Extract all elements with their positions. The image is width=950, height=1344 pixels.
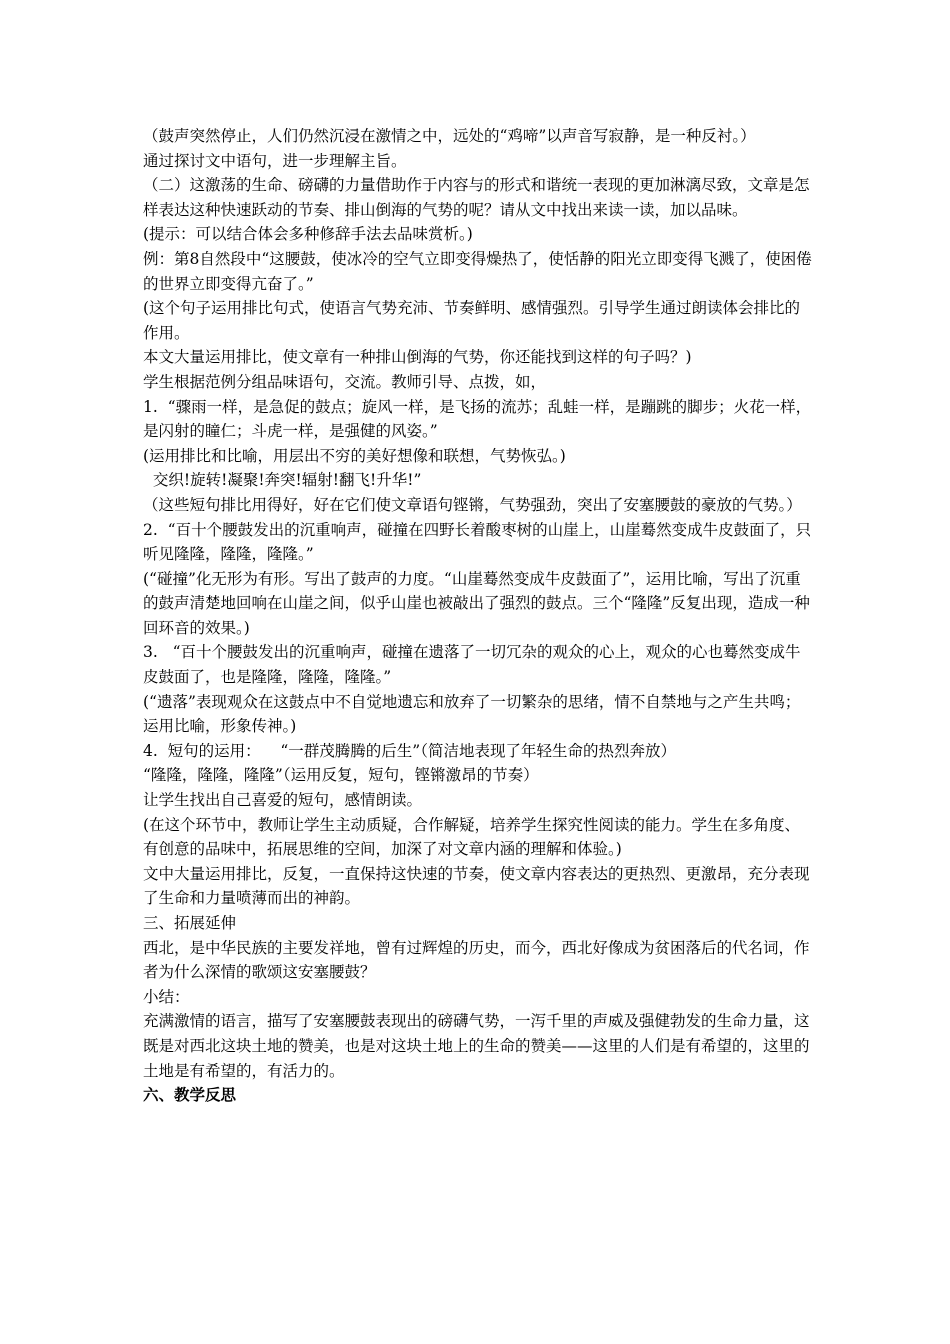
paragraph-14: (“碰撞”化无形为有形。写出了鼓声的力度。“山崖蓦然变成牛皮鼓面了”，运用比喻，写出了沉重的鼓声清楚地回响在山崖之间，似乎山崖也被敲出了强烈的鼓点。三个“隆隆”反复出现，造成一种回环音的效果。) xyxy=(143,569,810,637)
paragraph-10: (运用排比和比喻，用层出不穷的美好想像和联想，气势恢弘。) xyxy=(143,446,566,465)
paragraph-19: 让学生找出自己喜爱的短句，感情朗读。 xyxy=(143,791,423,810)
paragraph-15: 3. “百十个腰鼓发出的沉重响声，碰撞在遗落了一切冗杂的观众的心上，观众的心也蓦然变成牛皮鼓面了，也是隆隆，隆隆，隆隆。” xyxy=(143,643,801,687)
paragraph-3: （二）这激荡的生命、磅礴的力量借助作于内容与的形式和谐统一表现的更加淋漓尽致，文章是怎样表达这种快速跃动的节奏、排山倒海的气势的呢？请从文中找出来读一读，加以品味。 xyxy=(143,176,810,219)
paragraph-5: 例：第8自然段中“这腰鼓，使冰冷的空气立即变得燥热了，使恬静的阳光立即变得飞溅了，使困倦的世界立即变得亢奋了。” xyxy=(143,249,812,293)
paragraph-12: （这些短句排比用得好，好在它们使文章语句铿锵，气势强劲，突出了安塞腰鼓的豪放的气势。） xyxy=(143,495,802,514)
document-body xyxy=(143,124,813,1108)
paragraph-16: (“遗落”表现观众在这鼓点中不自觉地遗忘和放弃了一切繁杂的思绪，情不自禁地与之产生共鸣；运用比喻，形象传神。) xyxy=(143,692,801,736)
paragraph-1: （鼓声突然停止，人们仍然沉浸在激情之中，远处的“鸡啼”以声音写寂静，是一种反衬。） xyxy=(143,127,756,145)
paragraph-18: “隆隆，隆隆，隆隆”（运用反复，短句，铿锵激昂的节奏） xyxy=(143,766,539,785)
paragraph-9: 1. “骤雨一样，是急促的鼓点；旋风一样，是飞扬的流苏；乱蛙一样，是蹦跳的脚步；火花一样，是闪射的瞳仁；斗虎一样，是强健的风姿。” xyxy=(143,397,812,441)
paragraph-23: 西北，是中华民族的主要发祥地，曾有过辉煌的历史，而今，西北好像成为贫困落后的代名词，作者为什么深情的歌颂这安塞腰鼓？ xyxy=(143,938,810,982)
section-heading-extension: 三、拓展延伸 xyxy=(143,914,237,932)
paragraph-20: (在这个环节中，教师让学生主动质疑，合作解疑，培养学生探究性阅读的能力。学生在多角度、有创意的品味中，拓展思维的空间，加深了对文章内涵的理解和体验。) xyxy=(143,815,801,859)
summary-label: 小结： xyxy=(143,987,190,1006)
paragraph-21: 文中大量运用排比，反复，一直保持这快速的节奏，使文章内容表达的更热烈、更激昂，充分表现了生命和力量喷薄而出的神韵。 xyxy=(143,864,810,908)
paragraph-2: 通过探讨文中语句，进一步理解主旨。 xyxy=(143,151,407,170)
paragraph-17: 4. 短句的运用： “一群茂腾腾的后生”（简洁地表现了年轻生命的热烈奔放） xyxy=(143,741,676,760)
paragraph-7: 本文大量运用排比，使文章有一种排山倒海的气势，你还能找到这样的句子吗？) xyxy=(143,348,692,367)
paragraph-25: 充满激情的语言，描写了安塞腰鼓表现出的磅礴气势，一泻千里的声威及强健勃发的生命力量，这既是对西北这块土地的赞美，也是对这块土地上的生命的赞美——这里的人们是有希望的，这里的土地是有希望的，有活力的。 xyxy=(143,1012,810,1080)
paragraph-13: 2. “百十个腰鼓发出的沉重响声，碰撞在四野长着酸枣树的山崖上，山崖蓦然变成牛皮鼓面了，只听见隆隆，隆隆，隆隆。” xyxy=(143,520,812,564)
paragraph-11: 交织!旋转!凝聚!奔突!辐射!翻飞!升华!” xyxy=(143,471,422,490)
section-heading-reflection: 六、教学反思 xyxy=(143,1085,237,1105)
paragraph-6: (这个句子运用排比句式，使语言气势充沛、节奏鲜明、感情强烈。引导学生通过朗读体会排比的作用。 xyxy=(143,299,801,342)
paragraph-4: (提示：可以结合体会多种修辞手法去品味赏析。) xyxy=(143,225,473,244)
paragraph-8: 学生根据范例分组品味语句，交流。教师引导、点拨，如， xyxy=(143,372,547,391)
